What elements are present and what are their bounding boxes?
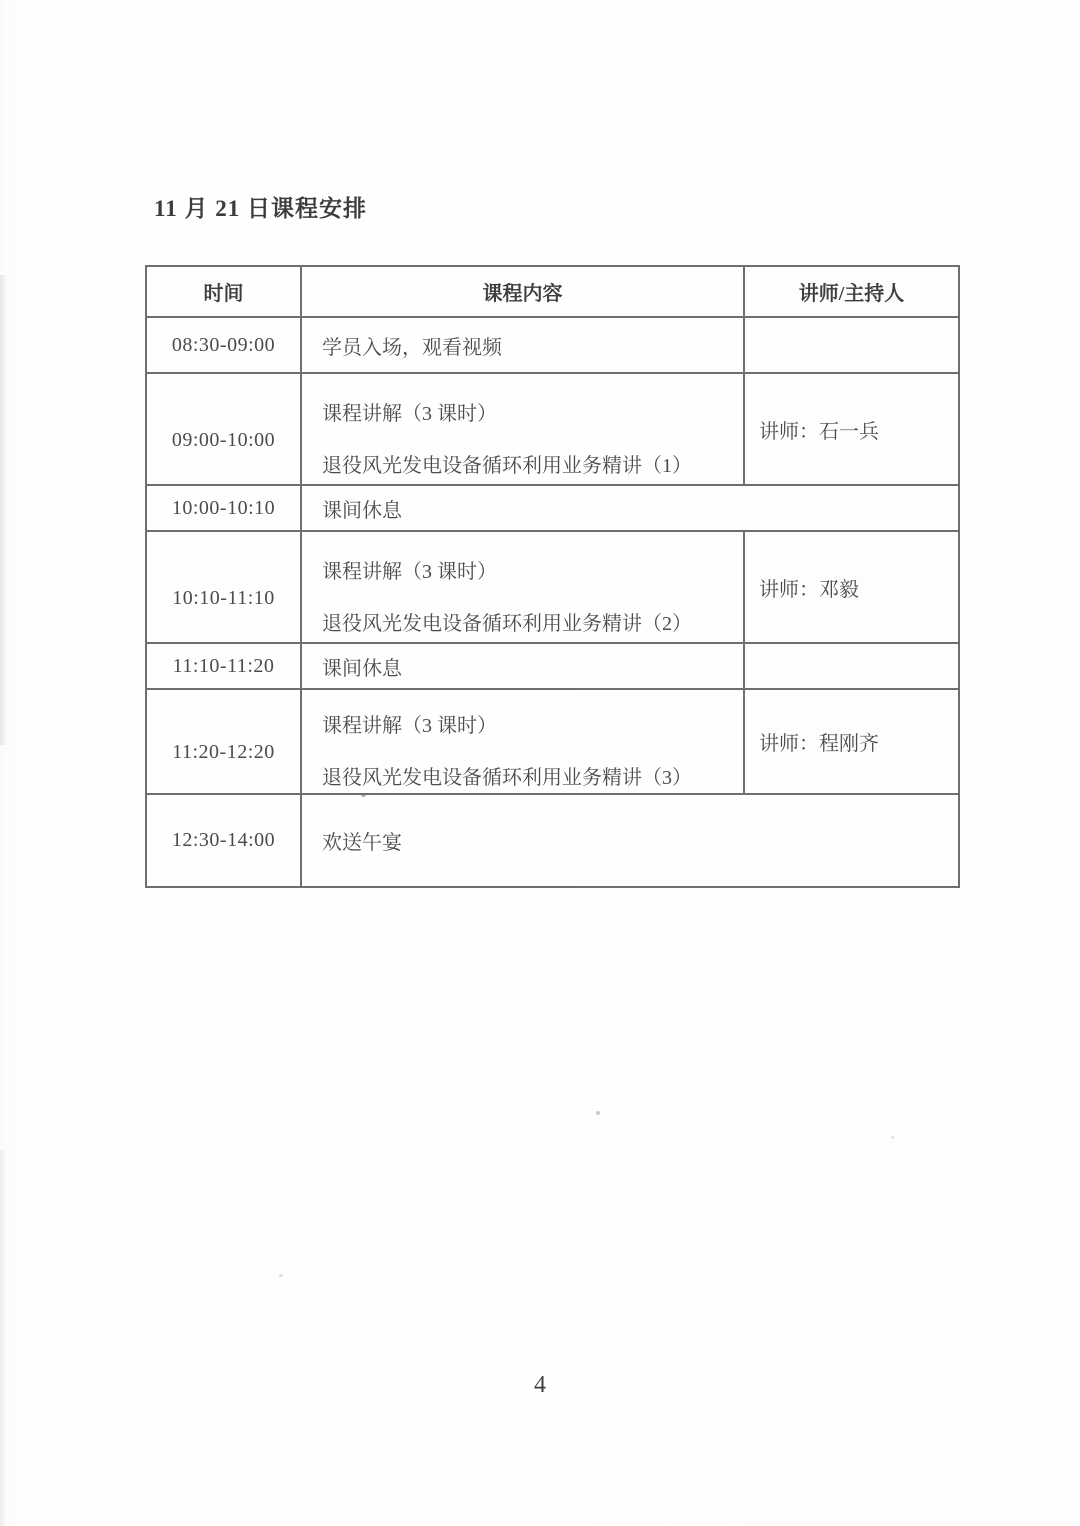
content-line: 课程讲解（3 课时） xyxy=(322,560,497,583)
content-line: 课程讲解（3 课时） xyxy=(322,402,497,425)
time-cell: 12:30-14:00 xyxy=(146,794,301,887)
content-cell: 课间休息 xyxy=(301,643,744,689)
table-row xyxy=(146,317,959,373)
scan-speck xyxy=(279,1274,283,1277)
table-header-row xyxy=(146,266,959,317)
content-cell: 学员入场，观看视频 xyxy=(301,317,744,373)
table-row xyxy=(146,531,959,643)
content-cell xyxy=(301,689,744,794)
time-cell: 09:00-10:00 xyxy=(146,373,301,485)
scan-edge-shadow xyxy=(0,1150,6,1526)
page-title: 11 月 21 日课程安排 xyxy=(154,196,367,221)
content-cell xyxy=(301,373,744,485)
table-row xyxy=(146,794,959,887)
time-cell: 10:10-11:10 xyxy=(146,531,301,643)
lecturer-cell: 讲师：程刚齐 xyxy=(744,689,959,794)
time-cell: 10:00-10:10 xyxy=(146,485,301,531)
scan-edge-shadow xyxy=(0,275,7,745)
lecturer-cell xyxy=(744,643,959,689)
column-header-content: 课程内容 xyxy=(301,266,744,317)
content-cell xyxy=(301,531,744,643)
table-row xyxy=(146,643,959,689)
lecturer-cell: 讲师：邓毅 xyxy=(744,531,959,643)
table-row xyxy=(146,689,959,794)
time-cell: 11:10-11:20 xyxy=(146,643,301,689)
column-header-time: 时间 xyxy=(146,266,301,317)
content-cell: 欢送午宴 xyxy=(301,794,959,887)
content-line: 课程讲解（3 课时） xyxy=(322,715,497,737)
content-line: 退役风光发电设备循环利用业务精讲（2） xyxy=(322,612,692,635)
schedule-table xyxy=(145,265,960,888)
table-row xyxy=(146,373,959,485)
content-cell: 课间休息 xyxy=(301,485,959,531)
time-cell: 11:20-12:20 xyxy=(146,689,301,794)
column-header-lecturer: 讲师/主持人 xyxy=(744,266,959,317)
table-row xyxy=(146,485,959,531)
time-cell: 08:30-09:00 xyxy=(146,317,301,373)
scan-speck xyxy=(596,1111,600,1115)
lecturer-cell: 讲师：石一兵 xyxy=(744,373,959,485)
content-line: 退役风光发电设备循环利用业务精讲（1） xyxy=(322,454,692,477)
scan-speck xyxy=(891,1136,894,1139)
content-line: 退役风光发电设备循环利用业务精讲（3） xyxy=(322,767,692,789)
lecturer-cell xyxy=(744,317,959,373)
page-number: 4 xyxy=(534,1372,546,1398)
